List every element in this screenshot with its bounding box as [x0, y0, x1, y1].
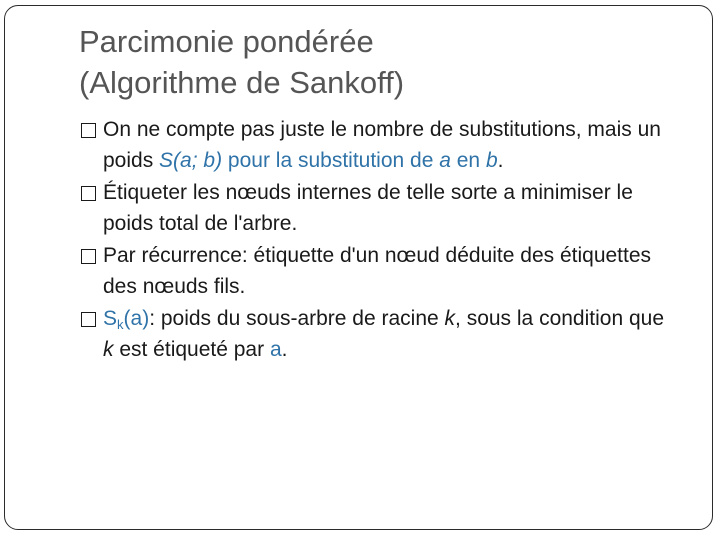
bullet-3-text: Par récurrence: étiquette d'un nœud déduite des étiquettes des nœuds fils.	[103, 244, 652, 298]
bullet-item-1	[80, 115, 680, 176]
bullet-4-var-k1: k	[444, 307, 456, 330]
bullet-item-3	[80, 241, 680, 302]
bullet-4-var-a: a	[269, 337, 282, 361]
bullet-4-period: .	[281, 337, 288, 361]
bullet-list	[80, 115, 680, 367]
bullet-item-2	[80, 178, 680, 239]
bullet-4-paren-a: (a)	[123, 307, 150, 330]
bullet-4-s: S	[103, 307, 118, 330]
bullet-4-text-b: , sous la condition que	[455, 307, 665, 330]
bullet-4-text-a: : poids du sous-arbre de racine	[149, 307, 445, 330]
bullet-1-text-c: en	[450, 148, 486, 172]
bullet-2-text: Étiqueter les nœuds internes de telle sorte a minimiser le poids total de l'arbre.	[103, 181, 633, 235]
bullet-1-weight-term: S(a; b)	[159, 148, 223, 172]
square-bullet-icon	[81, 249, 96, 264]
bullet-item-4	[80, 304, 680, 365]
bullet-4-var-k2: k	[103, 337, 114, 361]
title-line-2: (Algorithme de Sankoff)	[79, 65, 405, 100]
bullet-1-var-b: b	[485, 148, 498, 172]
bullet-1-var-a: a	[439, 148, 451, 172]
bullet-1-text-b: pour la substitution de	[222, 148, 440, 172]
square-bullet-icon	[81, 312, 96, 327]
slide-title	[79, 21, 679, 103]
square-bullet-icon	[81, 123, 96, 138]
title-line-1: Parcimonie pondérée	[79, 24, 374, 59]
bullet-1-period: .	[497, 148, 504, 172]
bullet-1-text-a: On ne compte pas juste le nombre de substitutions, mais un poids	[103, 118, 661, 172]
bullet-4-subscript-k: k	[117, 317, 124, 332]
bullet-4-text-c: est étiqueté par	[113, 337, 270, 361]
square-bullet-icon	[81, 186, 96, 201]
